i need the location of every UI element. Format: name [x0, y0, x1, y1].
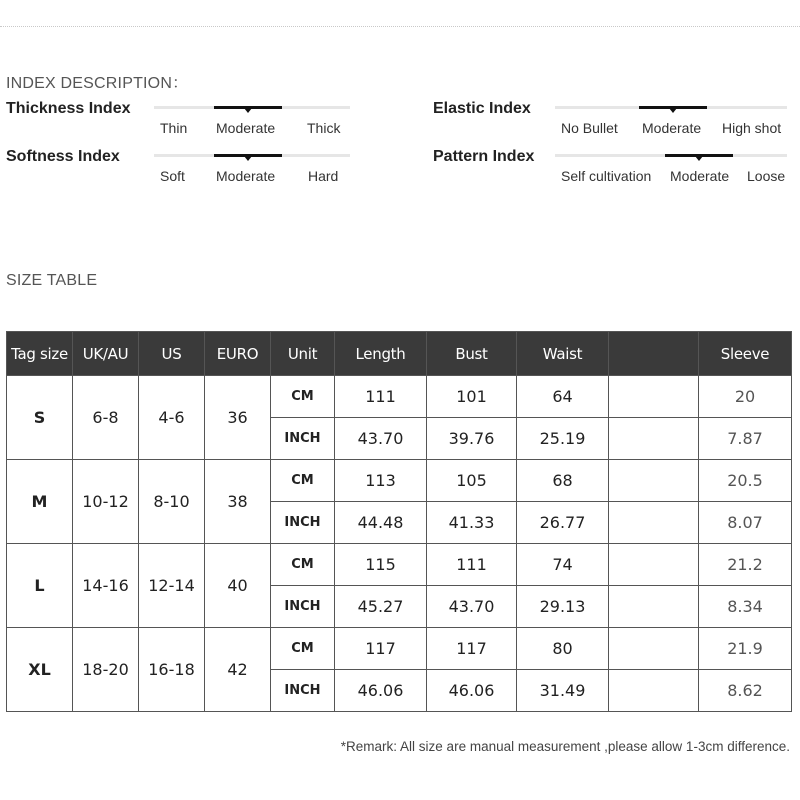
header-uk-au: UK/AU — [73, 332, 139, 376]
sleeve-cell: 8.07 — [699, 502, 792, 544]
bust-cell: 39.76 — [427, 418, 517, 460]
pattern-index-label: Pattern Index — [433, 148, 535, 165]
bust-cell: 41.33 — [427, 502, 517, 544]
elastic-option-high-shot: High shot — [722, 120, 782, 136]
waist-cell: 31.49 — [517, 670, 609, 712]
waist-cell: 25.19 — [517, 418, 609, 460]
header-sleeve: Sleeve — [699, 332, 792, 376]
length-cell: 115 — [335, 544, 427, 586]
size-table-header-row — [7, 332, 792, 376]
sleeve-cell: 20 — [699, 376, 792, 418]
header-unit: Unit — [271, 332, 335, 376]
sleeve-cell: 20.5 — [699, 460, 792, 502]
size-tag-cell: M — [7, 460, 73, 544]
size-table-heading: SIZE TABLE — [6, 272, 98, 289]
thickness-index — [6, 100, 406, 144]
blank-cell — [609, 586, 699, 628]
sleeve-cell: 8.62 — [699, 670, 792, 712]
size-tag-cell: S — [7, 376, 73, 460]
pattern-option-loose: Loose — [747, 168, 786, 184]
elastic-index-marker-icon — [669, 108, 677, 113]
elastic-index-label: Elastic Index — [433, 100, 531, 117]
unit-cell: INCH — [271, 586, 335, 628]
blank-cell — [609, 628, 699, 670]
sleeve-cell: 21.2 — [699, 544, 792, 586]
length-cell: 117 — [335, 628, 427, 670]
softness-option-hard: Hard — [308, 168, 339, 184]
header-euro: EURO — [205, 332, 271, 376]
length-cell: 45.27 — [335, 586, 427, 628]
header-us: US — [139, 332, 205, 376]
blank-cell — [609, 418, 699, 460]
table-row — [7, 460, 792, 502]
thickness-option-moderate: Moderate — [216, 120, 276, 136]
blank-cell — [609, 502, 699, 544]
waist-cell: 26.77 — [517, 502, 609, 544]
header-bust: Bust — [427, 332, 517, 376]
us-cell: 12-14 — [139, 544, 205, 628]
sleeve-cell: 21.9 — [699, 628, 792, 670]
unit-cell: INCH — [271, 502, 335, 544]
bust-cell: 46.06 — [427, 670, 517, 712]
table-row — [7, 628, 792, 670]
thickness-index-marker-icon — [244, 108, 252, 113]
pattern-index-marker-icon — [695, 156, 703, 161]
softness-index-marker-icon — [244, 156, 252, 161]
softness-option-soft: Soft — [160, 168, 185, 184]
length-cell: 113 — [335, 460, 427, 502]
bust-cell: 105 — [427, 460, 517, 502]
length-cell: 111 — [335, 376, 427, 418]
thickness-option-thin: Thin — [160, 120, 188, 136]
size-tag-cell: XL — [7, 628, 73, 712]
pattern-option-moderate: Moderate — [670, 168, 730, 184]
blank-cell — [609, 376, 699, 418]
unit-cell: CM — [271, 460, 335, 502]
softness-index — [6, 148, 406, 192]
header-length: Length — [335, 332, 427, 376]
table-row — [7, 376, 792, 418]
waist-cell: 74 — [517, 544, 609, 586]
pattern-option-self-cultivation: Self cultivation — [561, 168, 652, 184]
waist-cell: 68 — [517, 460, 609, 502]
blank-cell — [609, 544, 699, 586]
euro-cell: 38 — [205, 460, 271, 544]
unit-cell: INCH — [271, 670, 335, 712]
softness-option-moderate: Moderate — [216, 168, 276, 184]
unit-cell: INCH — [271, 418, 335, 460]
blank-cell — [609, 670, 699, 712]
euro-cell: 42 — [205, 628, 271, 712]
table-row — [7, 544, 792, 586]
elastic-option-no-bullet: No Bullet — [561, 120, 618, 136]
sleeve-cell: 7.87 — [699, 418, 792, 460]
blank-cell — [609, 460, 699, 502]
softness-index-label: Softness Index — [6, 148, 120, 165]
thickness-index-label: Thickness Index — [6, 100, 131, 117]
us-cell: 4-6 — [139, 376, 205, 460]
waist-cell: 29.13 — [517, 586, 609, 628]
bust-cell: 101 — [427, 376, 517, 418]
us-cell: 16-18 — [139, 628, 205, 712]
uk-au-cell: 18-20 — [73, 628, 139, 712]
elastic-option-moderate: Moderate — [642, 120, 702, 136]
length-cell: 43.70 — [335, 418, 427, 460]
header-tag-size: Tag size — [7, 332, 73, 376]
bust-cell: 111 — [427, 544, 517, 586]
euro-cell: 36 — [205, 376, 271, 460]
us-cell: 8-10 — [139, 460, 205, 544]
waist-cell: 80 — [517, 628, 609, 670]
index-description-heading: INDEX DESCRIPTION： — [6, 75, 189, 92]
waist-cell: 64 — [517, 376, 609, 418]
uk-au-cell: 6-8 — [73, 376, 139, 460]
remark-note: *Remark: All size are manual measurement ,please allow 1-3cm difference. — [340, 739, 790, 754]
unit-cell: CM — [271, 376, 335, 418]
sleeve-cell: 8.34 — [699, 586, 792, 628]
elastic-index — [433, 100, 793, 144]
euro-cell: 40 — [205, 544, 271, 628]
length-cell: 46.06 — [335, 670, 427, 712]
pattern-index — [433, 148, 793, 192]
header-blank — [609, 332, 699, 376]
uk-au-cell: 10-12 — [73, 460, 139, 544]
uk-au-cell: 14-16 — [73, 544, 139, 628]
top-divider — [0, 26, 800, 27]
thickness-option-thick: Thick — [307, 120, 341, 136]
unit-cell: CM — [271, 628, 335, 670]
size-table — [6, 331, 792, 712]
bust-cell: 117 — [427, 628, 517, 670]
length-cell: 44.48 — [335, 502, 427, 544]
bust-cell: 43.70 — [427, 586, 517, 628]
header-waist: Waist — [517, 332, 609, 376]
size-tag-cell: L — [7, 544, 73, 628]
unit-cell: CM — [271, 544, 335, 586]
